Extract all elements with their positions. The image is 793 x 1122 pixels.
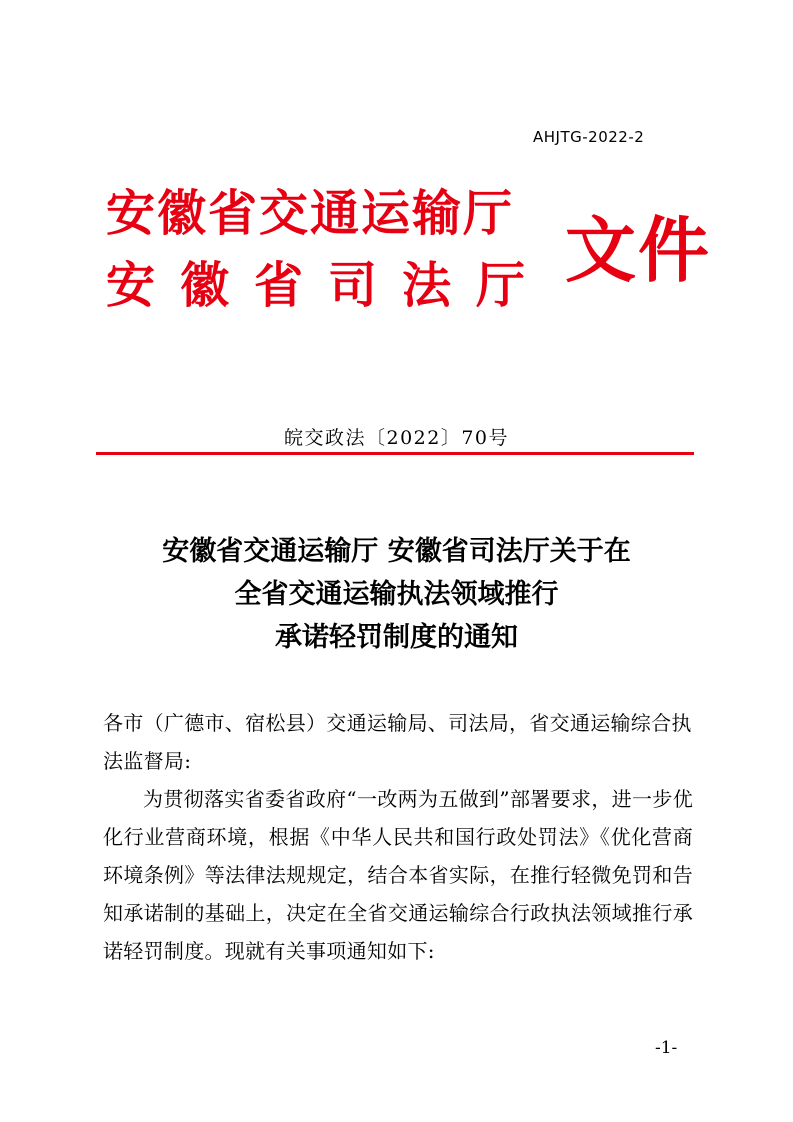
title-line-2: 全省交通运输执法领域推行 — [234, 579, 559, 610]
paragraph-1: 为贯彻落实省委省政府“一改两为五做到”部署要求，进一步优化行业营商环境，根据《中华人民共和国行政处罚法》《优化营商环境条例》等法律法规规定，结合本省实际，在推行轻微免罚和告知承诺制的基础上，决定在全省交通运输综合行政执法领域推行承诺轻罚制度。现就有关事项通知如下: — [103, 787, 693, 963]
salutation: 各市（广德市、宿松县）交通运输局、司法局，省交通运输综合执法监督局: — [103, 711, 692, 773]
document-number: 皖交政法〔2022〕70号 — [283, 427, 510, 449]
title-line-1: 安徽省交通运输厅 安徽省司法厅关于在 — [162, 536, 631, 567]
document-code: AHJTG-2022-2 — [533, 128, 645, 146]
red-separator-line — [96, 452, 694, 455]
issuer-name-justice: 安徽省司法厅 — [106, 256, 551, 314]
title-line-3: 承诺轻罚制度的通知 — [275, 622, 518, 653]
document-body — [103, 704, 693, 970]
page-number: -1- — [655, 1038, 678, 1058]
document-word: 文件 — [565, 208, 712, 292]
document-title — [0, 530, 793, 659]
issuer-name-transport: 安徽省交通运输厅 — [106, 184, 515, 242]
